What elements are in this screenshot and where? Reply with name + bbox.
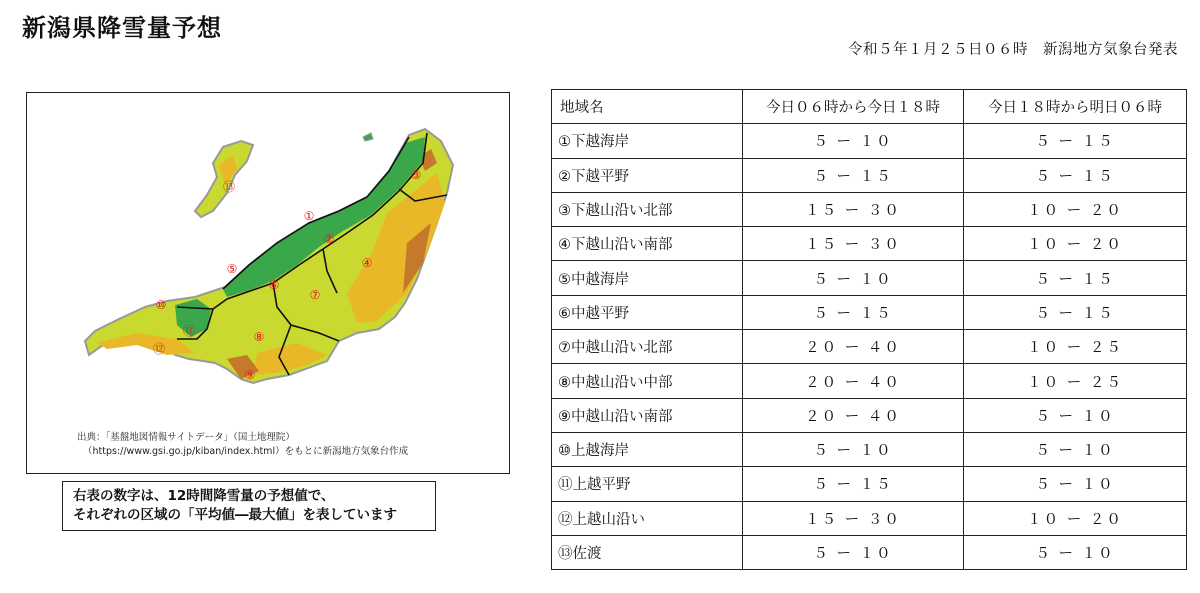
period-2-value: ５ ー １０ [964,467,1187,501]
map-source-credit [77,431,408,459]
page-title: 新潟県降雪量予想 [22,14,222,42]
map-label-3: ③ [410,168,422,182]
region-name: ⑪上越平野 [552,467,743,501]
period-2-value: ５ ー １０ [964,432,1187,466]
table-row [552,364,1187,398]
note-line-1: 右表の数字は、12時間降雪量の予想値で、 [73,488,335,504]
period-1-value: ５ ー １５ [743,158,964,192]
map-label-12: ⑫ [152,342,166,356]
header-period-1: 今日０６時から今日１８時 [743,90,964,124]
map-label-5: ⑤ [226,262,238,276]
region-name: ⑬佐渡 [552,535,743,569]
region-name: ⑨中越山沿い南部 [552,398,743,432]
period-2-value: １０ ー ２０ [964,501,1187,535]
table-row [552,158,1187,192]
map-label-2: ② [323,232,335,246]
period-1-value: ５ ー １０ [743,432,964,466]
table-row [552,227,1187,261]
map-label-9: ⑨ [244,368,256,382]
table-row [552,467,1187,501]
region-name: ⑤中越海岸 [552,261,743,295]
table-row [552,124,1187,158]
period-2-value: ５ ー １０ [964,535,1187,569]
period-1-value: ５ ー １５ [743,467,964,501]
period-2-value: ５ ー １０ [964,398,1187,432]
issued-timestamp: 令和５年１月２５日０６時 新潟地方気象台発表 [848,42,1178,58]
region-name: ⑩上越海岸 [552,432,743,466]
period-2-value: ５ ー １５ [964,124,1187,158]
table-row [552,330,1187,364]
region-name: ③下越山沿い北部 [552,192,743,226]
table-row [552,432,1187,466]
period-1-value: ２０ ー ４０ [743,364,964,398]
snowfall-forecast-table [551,89,1187,570]
explanation-note [62,481,436,531]
period-2-value: １０ ー ２０ [964,192,1187,226]
region-name: ⑥中越平野 [552,295,743,329]
map-label-13: ⑬ [222,180,236,194]
period-1-value: ５ ー １０ [743,124,964,158]
map-label-4: ④ [361,256,373,270]
table-row [552,261,1187,295]
table-row [552,295,1187,329]
map-label-10: ⑩ [155,298,167,312]
table-row [552,192,1187,226]
period-1-value: ５ ー １０ [743,535,964,569]
period-2-value: ５ ー １５ [964,158,1187,192]
table-row [552,398,1187,432]
period-2-value: １０ ー ２０ [964,227,1187,261]
source-line-1: 出典：「基盤地図情報サイトデータ」（国土地理院） [77,432,295,443]
region-name: ⑦中越山沿い北部 [552,330,743,364]
header-region: 地域名 [552,90,743,124]
period-1-value: ５ ー １０ [743,261,964,295]
region-name: ⑫上越山沿い [552,501,743,535]
region-name: ④下越山沿い南部 [552,227,743,261]
region-name: ⑧中越山沿い中部 [552,364,743,398]
period-1-value: ５ ー １５ [743,295,964,329]
map-graphic [27,93,511,475]
period-1-value: １５ ー ３０ [743,192,964,226]
period-1-value: １５ ー ３０ [743,501,964,535]
note-line-2: それぞれの区域の「平均値―最大値」を表しています [73,507,397,523]
map-label-11: ⑪ [182,324,196,338]
period-2-value: ５ ー １５ [964,261,1187,295]
table-header-row [552,90,1187,124]
period-1-value: ２０ ー ４０ [743,398,964,432]
period-1-value: １５ ー ３０ [743,227,964,261]
period-2-value: ５ ー １５ [964,295,1187,329]
table-row [552,535,1187,569]
region-name: ①下越海岸 [552,124,743,158]
map-label-7: ⑦ [309,288,321,302]
period-2-value: １０ ー ２５ [964,364,1187,398]
source-line-2: （https://www.gsi.go.jp/kiban/index.html）をもとに新潟地方気象台作成 [83,446,409,457]
period-2-value: １０ ー ２５ [964,330,1187,364]
map-label-8: ⑧ [253,330,265,344]
map-label-1: ① [303,209,315,223]
period-1-value: ２０ ー ４０ [743,330,964,364]
table-row [552,501,1187,535]
map-label-6: ⑥ [268,278,280,292]
region-name: ②下越平野 [552,158,743,192]
header-period-2: 今日１８時から明日０６時 [964,90,1187,124]
niigata-map [26,92,510,474]
